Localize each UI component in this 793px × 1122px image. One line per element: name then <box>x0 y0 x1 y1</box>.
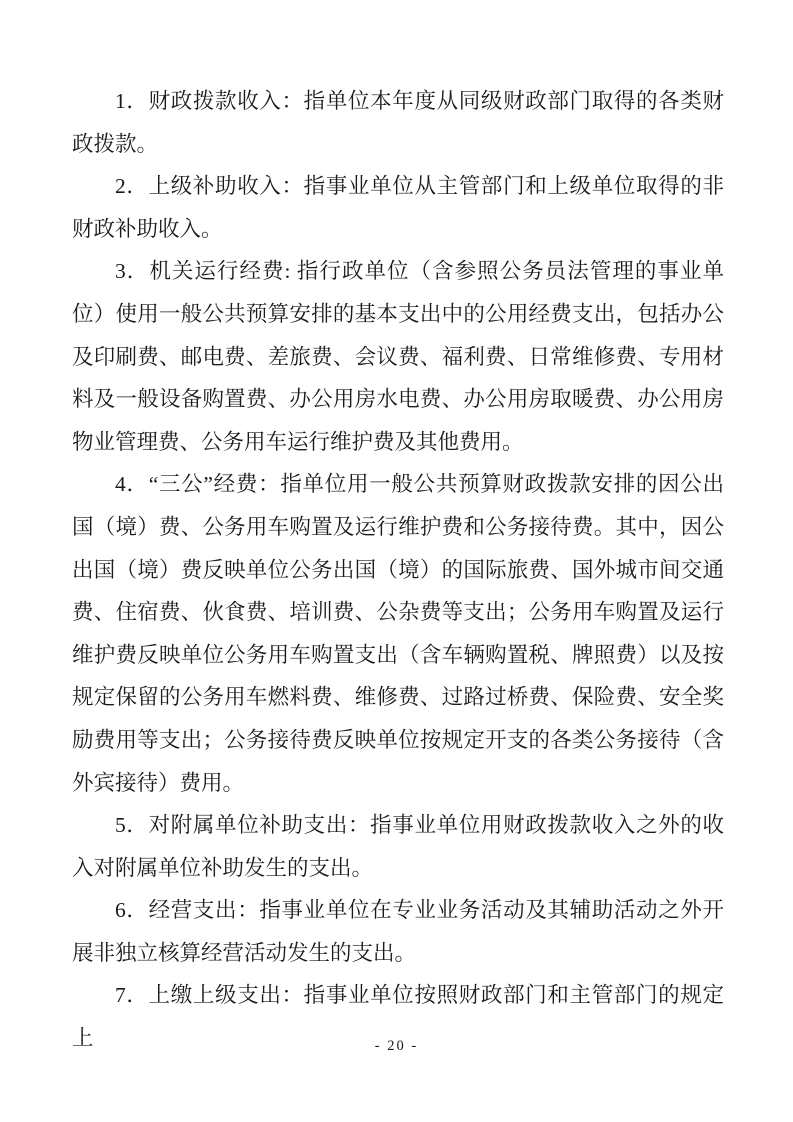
paragraph-subsidy-to-affiliated-units: 5．对附属单位补助支出：指事业单位用财政拨款收入之外的收入对附属单位补助发生的支出。 <box>72 813 724 880</box>
paragraph-operating-expenditure: 6．经营支出：指事业单位在专业业务活动及其辅助活动之外开展非独立核算经营活动发生的支出。 <box>72 898 724 965</box>
document-body <box>72 80 724 1060</box>
paragraph-payment-to-superior: 7．上缴上级支出：指事业单位按照财政部门和主管部门的规定上 <box>72 983 724 1051</box>
paragraph-fiscal-appropriation-income: 1．财政拨款收入：指单位本年度从同级财政部门取得的各类财政拨款。 <box>72 89 724 156</box>
paragraph-agency-operating-funds: 3．机关运行经费: 指行政单位（含参照公务员法管理的事业单位）使用一般公共预算安排的基本支出中的公用经费支出，包括办公及印刷费、邮电费、差旅费、会议费、福利费、日常维修费、专用材料及一般设备购置费、办公用房水电费、办公用房取暖费、办公用房物业管理费、公务用车运行维护费及其他费用。 <box>72 259 724 454</box>
paragraph-superior-subsidy-income: 2．上级补助收入：指事业单位从主管部门和上级单位取得的非财政补助收入。 <box>72 174 724 241</box>
page-number: - 20 - <box>374 1038 419 1054</box>
paragraph-three-public-expenses: 4．“三公”经费：指单位用一般公共预算财政拨款安排的因公出国（境）费、公务用车购置及运行维护费和公务接待费。其中，因公出国（境）费反映单位公务出国（境）的国际旅费、国外城市间交通费、住宿费、伙食费、培训费、公杂费等支出；公务用车购置及运行维护费反映单位公务用车购置支出（含车辆购置税、牌照费）以及按规定保留的公务用车燃料费、维修费、过路过桥费、保险费、安全奖励费用等支出；公务接待费反映单位按规定开支的各类公务接待（含外宾接待）费用。 <box>72 472 724 795</box>
